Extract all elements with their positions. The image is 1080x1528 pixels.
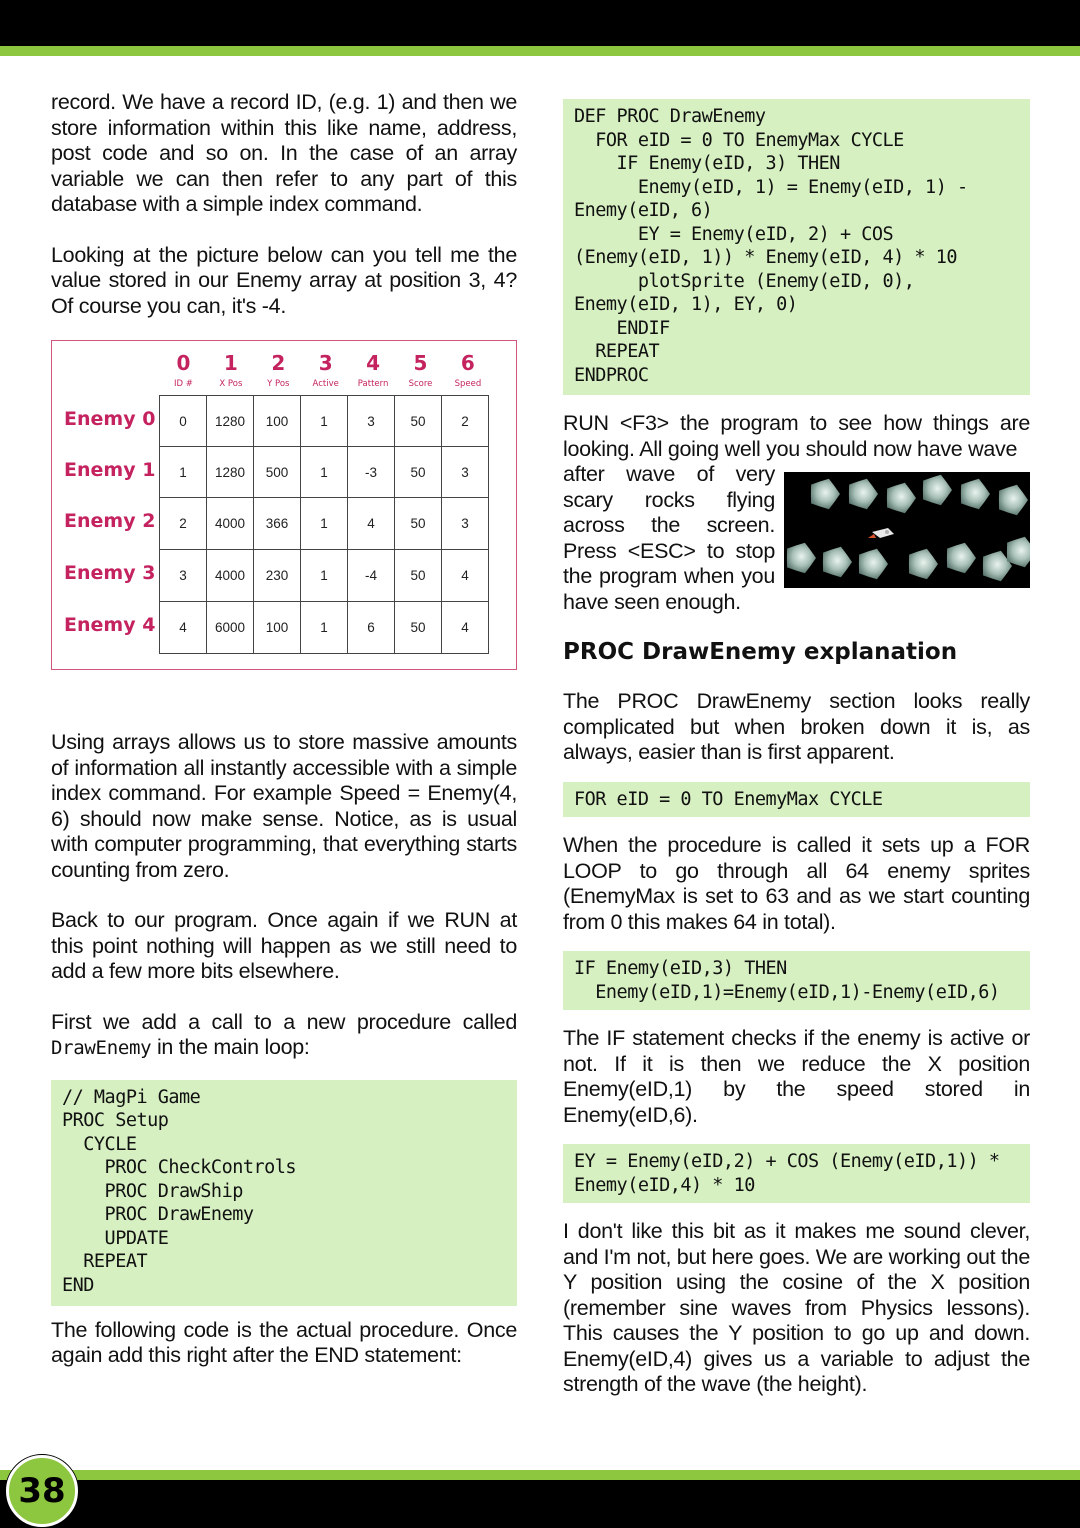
- table-cell: 100: [254, 602, 301, 654]
- table-cell: 50: [395, 550, 442, 602]
- rock-sprite: [961, 479, 990, 509]
- left-column: [51, 90, 517, 319]
- table-cell: 1280: [207, 447, 254, 498]
- top-green-stripe: [0, 46, 1080, 56]
- table-cell: -4: [348, 550, 395, 602]
- row-label: Enemy 4: [64, 614, 156, 636]
- table-cell: 1: [301, 550, 348, 602]
- table-cell: 100: [254, 396, 301, 447]
- table-cell: 1: [301, 498, 348, 550]
- table-cell: 4: [442, 550, 489, 602]
- rock-sprite: [823, 547, 852, 577]
- row-label: Enemy 0: [64, 407, 156, 430]
- left-column-lower: [51, 730, 517, 1369]
- table-cell: 4: [442, 602, 489, 654]
- code-block-if: IF Enemy(eID,3) THEN Enemy(eID,1)=Enemy(eID,1)-Enemy(eID,6): [563, 951, 1030, 1010]
- table-row: [160, 396, 489, 447]
- rock-sprite: [1007, 537, 1030, 567]
- section-heading: PROC DrawEnemy explanation: [563, 639, 958, 665]
- column-label: X Pos: [219, 379, 243, 389]
- code-block-ey: EY = Enemy(eID,2) + COS (Enemy(eID,1)) * Enemy(eID,4) * 10: [563, 1144, 1030, 1203]
- enemy-array-table: [159, 395, 489, 654]
- table-cell: 4000: [207, 498, 254, 550]
- rock-sprite: [909, 549, 938, 579]
- column-index: 2: [271, 351, 286, 375]
- column-label: ID #: [174, 379, 193, 389]
- rocks-wave-illustration: [784, 472, 1030, 588]
- column-label: Speed: [454, 379, 482, 389]
- table-cell: 1: [160, 447, 207, 498]
- column-label: Y Pos: [267, 379, 290, 389]
- row-label: Enemy 2: [64, 510, 156, 532]
- table-cell: 3: [348, 396, 395, 447]
- table-cell: 6000: [207, 602, 254, 654]
- table-cell: 4: [348, 498, 395, 550]
- code-block-drawenemy: DEF PROC DrawEnemy FOR eID = 0 TO EnemyMax CYCLE IF Enemy(eID, 3) THEN Enemy(eID, 1) = Enemy(eID, 1) - Enemy(eID, 6) EY = Enemy(eID, 2) + COS (Enemy(eID, 1)) * Enemy(eID, 4) * 10 plotSprite (Enemy(eID, 0), Enemy(eID, 1), EY, 0) ENDIF REPEAT ENDPROC: [563, 99, 1030, 395]
- table-cell: 230: [254, 550, 301, 602]
- column-label: Active: [312, 379, 339, 389]
- table-cell: 6: [348, 602, 395, 654]
- inline-code: DrawEnemy: [51, 1037, 152, 1059]
- paragraph-following-code: The following code is the actual procedure. Once again add this right after the END statement:: [51, 1317, 517, 1367]
- game-screenshot-image: [784, 472, 1030, 588]
- table-row: [160, 447, 489, 498]
- bottom-green-stripe: [0, 1470, 1080, 1480]
- paragraph-arrays: Using arrays allows us to store massive amounts of information all instantly accessible with a simple index command. For example Speed = Enemy(4, 6) should now make sense. Notice, as is usual with computer programming, that everything starts counting from zero.: [51, 730, 517, 882]
- row-label: Enemy 3: [64, 562, 156, 584]
- column-index: 3: [318, 351, 333, 375]
- paragraph-run-continued: after wave of very scary rocks flying across the screen. Press <ESC> to stop the program when you have seen enough.: [563, 462, 775, 614]
- text-segment: in the main loop:: [151, 1035, 310, 1059]
- column-index: 5: [413, 351, 428, 375]
- table-cell: 3: [160, 550, 207, 602]
- table-row: [160, 602, 489, 654]
- rock-sprite: [923, 475, 952, 505]
- table-cell: 4: [160, 602, 207, 654]
- rock-sprite: [999, 485, 1028, 515]
- ship-icon: [868, 528, 894, 538]
- paragraph-for-loop: When the procedure is called it sets up a FOR LOOP to go through all 64 enemy sprites (EnemyMax is set to 63 and as we start counting from 0 this makes 64 in total).: [563, 833, 1030, 934]
- paragraph-cosine: I don't like this bit as it makes me sound clever, and I'm not, but here goes. We are working out the Y position using the cosine of the X position (remember sine waves from Physics lessons). This causes the Y position to go up and down. Enemy(eID,4) gives us a variable to adjust the strength of the wave (the height).: [563, 1219, 1030, 1396]
- row-label: Enemy 1: [64, 458, 156, 481]
- table-row: [160, 550, 489, 602]
- table-cell: 366: [254, 498, 301, 550]
- paragraph-if: The IF statement checks if the enemy is active or not. If it is then we reduce the X position Enemy(eID,1) by the speed stored in Enemy(eID,6).: [563, 1026, 1030, 1127]
- code-block-main-loop: // MagPi Game PROC Setup CYCLE PROC CheckControls PROC DrawShip PROC DrawEnemy UPDATE REPEAT END: [51, 1080, 517, 1306]
- rock-sprite: [849, 479, 878, 509]
- rock-sprite: [859, 549, 888, 579]
- table-cell: 50: [395, 396, 442, 447]
- text-segment: First we add a call to a new procedure called: [51, 1009, 517, 1034]
- table-cell: 1: [301, 602, 348, 654]
- table-cell: 50: [395, 447, 442, 498]
- paragraph-explanation: The PROC DrawEnemy section looks really complicated but when broken down it is, as always, easier than is first apparent.: [563, 689, 1030, 764]
- table-cell: 1: [301, 396, 348, 447]
- table-cell: 50: [395, 498, 442, 550]
- rock-sprite: [787, 543, 816, 573]
- code-block-for: FOR eID = 0 TO EnemyMax CYCLE: [563, 782, 1030, 818]
- column-index: 0: [176, 351, 191, 375]
- column-index: 1: [223, 351, 238, 375]
- column-label: Pattern: [357, 379, 389, 389]
- paragraph-back-to-program: Back to our program. Once again if we RUN at this point nothing will happen as we still need to add a few more bits elsewhere.: [51, 908, 517, 983]
- table-cell: 50: [395, 602, 442, 654]
- bottom-black-bar: [0, 1480, 1080, 1528]
- paragraph-question: Looking at the picture below can you tell me the value stored in our Enemy array at position 3, 4? Of course you can, it's -4.: [51, 242, 517, 318]
- table-cell: 3: [442, 498, 489, 550]
- enemy-array-figure: [51, 340, 517, 670]
- column-label: Score: [408, 379, 433, 389]
- table-cell: 2: [442, 396, 489, 447]
- top-black-bar: [0, 0, 1080, 46]
- table-cell: 3: [442, 447, 489, 498]
- table-cell: -3: [348, 447, 395, 498]
- rock-sprite: [947, 543, 976, 573]
- paragraph-first-call: [51, 1010, 517, 1062]
- rock-sprite: [811, 479, 840, 509]
- paragraph-record: record. We have a record ID, (e.g. 1) and then we store information within this like name, address, post code and so on. In the case of an array variable we can then refer to any part of this database with a simple index command.: [51, 90, 517, 216]
- column-index: 4: [366, 351, 381, 375]
- column-index: 6: [460, 351, 475, 375]
- table-cell: 2: [160, 498, 207, 550]
- table-cell: 4000: [207, 550, 254, 602]
- table-cell: 500: [254, 447, 301, 498]
- rock-sprite: [887, 483, 916, 513]
- page-number-badge: 38: [6, 1455, 78, 1527]
- right-column: [563, 99, 1030, 1398]
- paragraph-run: RUN <F3> the program to see how things are looking. All going well you should now have wave: [563, 411, 1030, 461]
- table-cell: 1: [301, 447, 348, 498]
- table-cell: 0: [160, 396, 207, 447]
- table-cell: 1280: [207, 396, 254, 447]
- table-row: [160, 498, 489, 550]
